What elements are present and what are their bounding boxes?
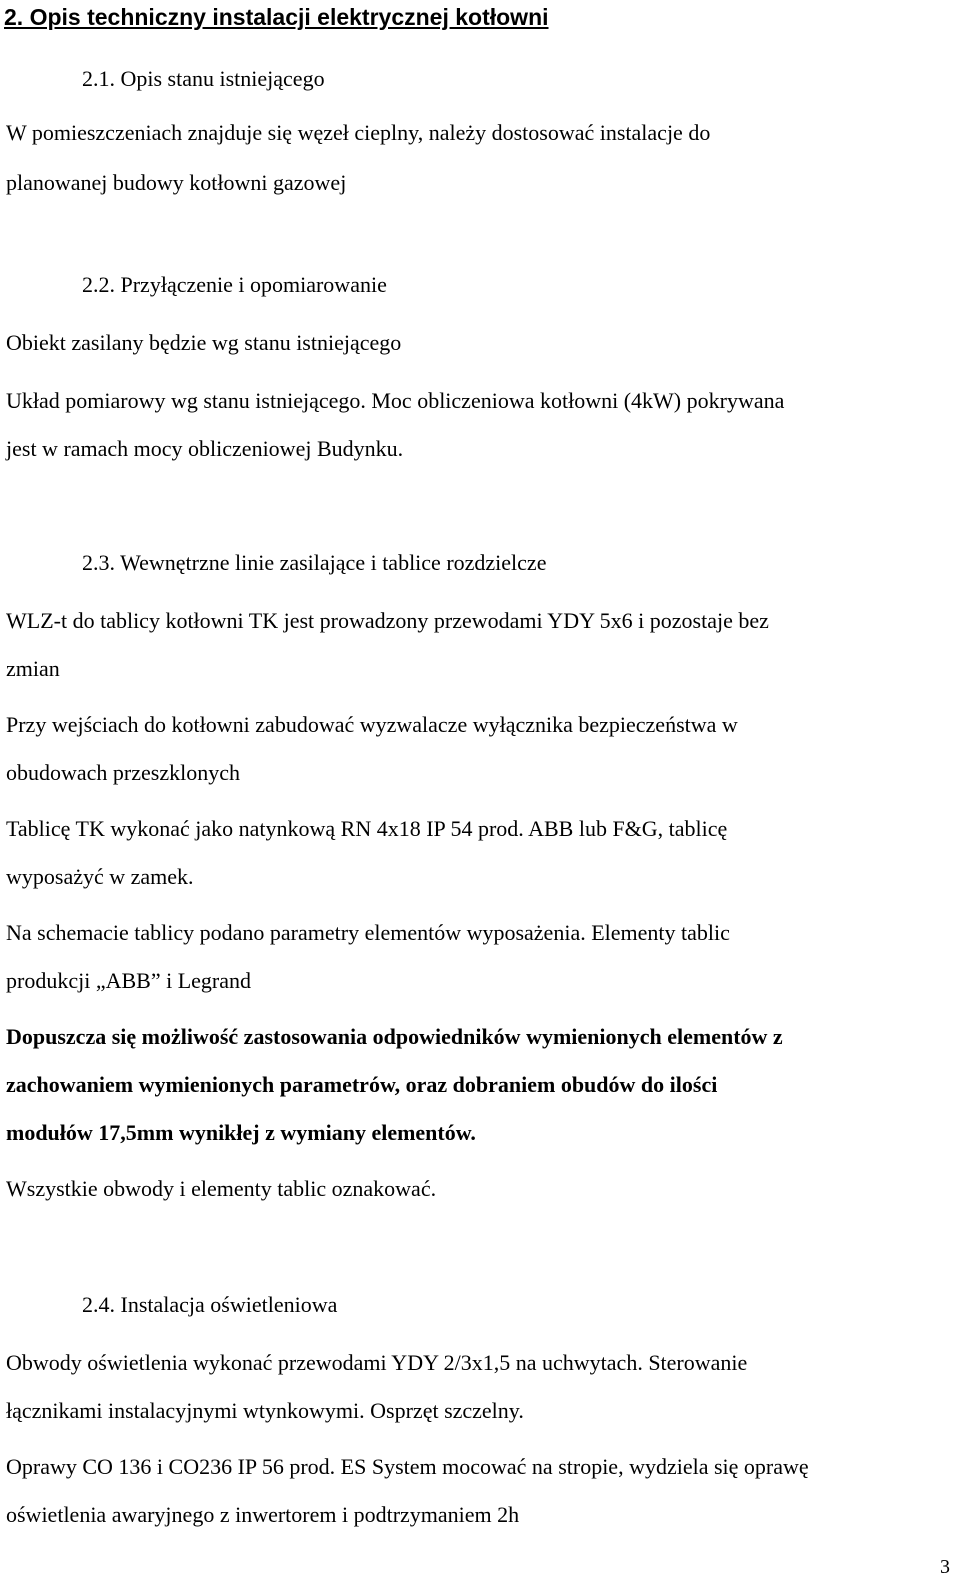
paragraph-line: obudowach przeszklonych	[6, 760, 240, 785]
bold-paragraph-line: Dopuszcza się możliwość zastosowania odpowiedników wymienionych elementów z	[6, 1024, 783, 1049]
section-2-2-title: 2.2. Przyłączenie i opomiarowanie	[82, 272, 387, 297]
bold-paragraph-line: modułów 17,5mm wynikłej z wymiany elementów.	[6, 1120, 476, 1145]
paragraph-line: Oprawy CO 136 i CO236 IP 56 prod. ES System mocować na stropie, wydziela się oprawę	[6, 1454, 809, 1479]
paragraph-line: zmian	[6, 656, 60, 681]
paragraph-line: W pomieszczeniach znajduje się węzeł cieplny, należy dostosować instalacje do	[6, 120, 711, 145]
paragraph-line: planowanej budowy kotłowni gazowej	[6, 170, 347, 195]
paragraph-line: łącznikami instalacyjnymi wtynkowymi. Osprzęt szczelny.	[6, 1398, 524, 1423]
paragraph-line: Tablicę TK wykonać jako natynkową RN 4x18 IP 54 prod. ABB lub F&G, tablicę	[6, 816, 728, 841]
paragraph-line: jest w ramach mocy obliczeniowej Budynku.	[6, 436, 404, 461]
paragraph-line: Przy wejściach do kotłowni zabudować wyzwalacze wyłącznika bezpieczeństwa w	[6, 712, 738, 737]
paragraph-line: Wszystkie obwody i elementy tablic oznakować.	[6, 1176, 437, 1201]
paragraph-line: oświetlenia awaryjnego z inwertorem i podtrzymaniem 2h	[6, 1502, 520, 1527]
page-heading: 2. Opis techniczny instalacji elektrycznej kotłowni	[4, 4, 549, 30]
section-2-4-title: 2.4. Instalacja oświetleniowa	[82, 1292, 338, 1317]
section-2-1-title: 2.1. Opis stanu istniejącego	[82, 66, 325, 91]
paragraph-line: produkcji „ABB” i Legrand	[6, 968, 251, 993]
paragraph-line: Układ pomiarowy wg stanu istniejącego. Moc obliczeniowa kotłowni (4kW) pokrywana	[6, 388, 785, 413]
paragraph-line: Obwody oświetlenia wykonać przewodami YDY 2/3x1,5 na uchwytach. Sterowanie	[6, 1350, 748, 1375]
paragraph-line: Na schemacie tablicy podano parametry elementów wyposażenia. Elementy tablic	[6, 920, 730, 945]
paragraph-line: wyposażyć w zamek.	[6, 864, 194, 889]
page-number: 3	[940, 1556, 950, 1578]
paragraph-line: WLZ-t do tablicy kotłowni TK jest prowadzony przewodami YDY 5x6 i pozostaje bez	[6, 608, 769, 633]
section-2-3-title: 2.3. Wewnętrzne linie zasilające i tablice rozdzielcze	[82, 550, 547, 575]
bold-paragraph-line: zachowaniem wymienionych parametrów, oraz dobraniem obudów do ilości	[6, 1072, 718, 1097]
paragraph-line: Obiekt zasilany będzie wg stanu istniejącego	[6, 330, 402, 355]
